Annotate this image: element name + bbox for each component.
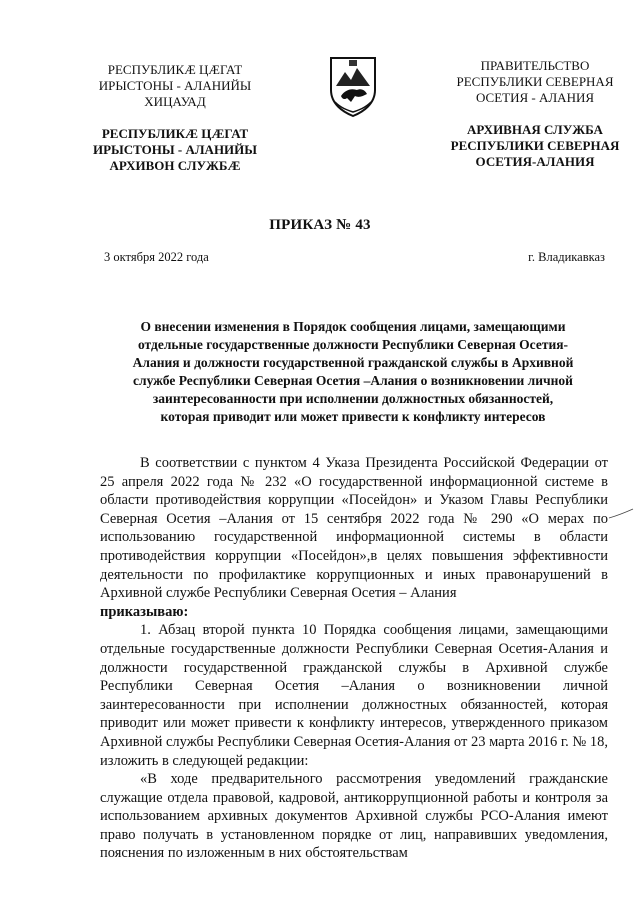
header-right-bold-line: АРХИВНАЯ СЛУЖБА: [467, 122, 603, 137]
header-left-line: ИРЫСТОНЫ - АЛАНИЙЫ: [98, 78, 252, 93]
order-body: [100, 454, 608, 863]
header-right-bold-line: РЕСПУБЛИКИ СЕВЕРНАЯ: [450, 138, 620, 153]
body-paragraph: 1. Абзац второй пункта 10 Порядка сообщения лицами, замещающими отдельные государственные должности Республики Северная Осетия-Алания и должности государственной гражданской службы в Архивной службе Республики Северная Осетия –Алания о возникновении личной заинтересованности при исполнении должностных обязанностей, которая приводит или может привести к конфликту интересов, утвержденного приказом Архивной службы Республики Северная Осетия-Алания от 23 марта 2016 г. № 18, изложить в следующей редакции:: [100, 622, 608, 769]
header-left: [60, 62, 290, 174]
header-right-bold-line: ОСЕТИЯ-АЛАНИЯ: [475, 154, 595, 169]
order-city: г. Владикавказ: [528, 250, 605, 264]
header-left-line: РЕСПУБЛИКÆ ЦÆГАТ: [107, 62, 243, 77]
header-right-line: ОСЕТИЯ - АЛАНИЯ: [475, 90, 595, 105]
subject-line: заинтересованности при исполнении должностных обязанностей,: [152, 391, 554, 406]
subject-line: которая приводит или может привести к конфликту интересов: [160, 409, 546, 424]
header-right-line: ПРАВИТЕЛЬСТВО: [480, 58, 590, 73]
header-right: [440, 58, 630, 170]
subject-line: отдельные государственные должности Республики Северная Осетия-: [137, 337, 569, 352]
coat-of-arms-icon: [327, 52, 379, 118]
header-left-bold-line: ИРЫСТОНЫ - АЛАНИЙЫ: [92, 142, 258, 157]
order-date: 3 октября 2022 года: [104, 250, 209, 264]
header-left-bold-line: РЕСПУБЛИКÆ ЦÆГАТ: [101, 126, 249, 141]
pen-mark-icon: [608, 508, 634, 520]
body-paragraph: «В ходе предварительного рассмотрения уведомлений гражданские служащие отдела правовой, кадровой, антикоррупционной работы и контроля за использованием архивных документов Архивной службы РСО-Алания имеют право получать в установленном порядке от лиц, направивших уведомления, пояснения по изложенным в них обстоятельствам: [100, 771, 608, 862]
header-right-line: РЕСПУБЛИКИ СЕВЕРНАЯ: [456, 74, 614, 89]
body-paragraph: В соответствии с пунктом 4 Указа Президента Российской Федерации от 25 апреля 2022 года № 232 «О государственной информационной системе в области противодействия коррупции «Посейдон» и Указом Главы Республики Северная Осетия –Алания от 15 сентября 2022 года № 290 «О мерах по использованию государственной информационной системы в области противодействия коррупции «Посейдон»,в целях повышения эффективности деятельности по профилактике коррупционных и иных правонарушений в Архивной службе Республики Северная Осетия – Алания: [100, 455, 608, 602]
subject-line: службе Республики Северная Осетия –Алания о возникновении личной: [133, 373, 573, 388]
header-left-bold-line: АРХИВОН СЛУЖБÆ: [109, 158, 241, 173]
header-left-line: ХИЦАУАД: [144, 94, 206, 109]
order-directive: приказываю:: [100, 603, 189, 620]
subject-line: Алания и должности государственной гражданской службы в Архивной: [132, 355, 574, 370]
order-title: ПРИКАЗ № 43: [269, 217, 371, 233]
subject-line: О внесении изменения в Порядок сообщения лицами, замещающими: [140, 319, 566, 334]
order-subject: [110, 318, 596, 426]
